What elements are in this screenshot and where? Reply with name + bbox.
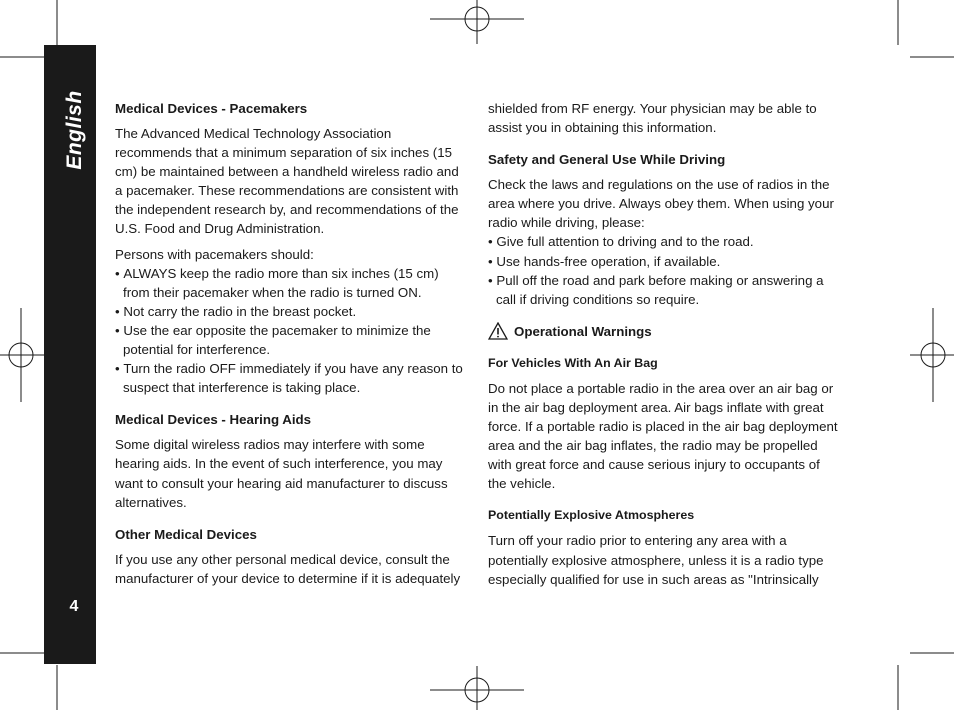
- list-item: • Pull off the road and park before making or answering a call if driving conditions so require.: [488, 271, 840, 309]
- left-column: [115, 99, 467, 588]
- explosive-text: Turn off your radio prior to entering any area with a potentially explosive atmosphere, unless it is a radio type especially qualified for use in such areas as "Intrinsically: [488, 533, 824, 587]
- list-item: • Turn the radio OFF immediately if you have any reason to suspect that interference is taking place.: [115, 359, 467, 397]
- driving-bullet-list: [488, 232, 840, 308]
- page-number: 4: [69, 598, 79, 615]
- list-item: • ALWAYS keep the radio more than six inches (15 cm) from their pacemaker when the radio is turned ON.: [115, 264, 467, 302]
- right-column: [488, 99, 840, 589]
- air-bag-heading: For Vehicles With An Air Bag: [488, 355, 658, 370]
- list-item: • Give full attention to driving and to the road.: [488, 232, 840, 251]
- continuation-text: shielded from RF energy. Your physician may be able to assist you in obtaining this information.: [488, 101, 817, 136]
- hearing-aids-heading: Medical Devices - Hearing Aids: [115, 412, 312, 428]
- hearing-aids-text: Some digital wireless radios may interfere with some hearing aids. In the event of such interference, you may want to consult your hearing aid manufacturer to discuss alternatives.: [115, 437, 448, 510]
- operational-warnings-heading: Operational Warnings: [514, 323, 652, 339]
- warning-triangle-icon: [488, 322, 508, 340]
- pacemakers-bullet-list: [115, 264, 467, 398]
- driving-text: Check the laws and regulations on the use of radios in the area where you drive. Always obey them. When using your radio while driving, please:: [488, 177, 834, 231]
- other-devices-heading: Other Medical Devices: [115, 526, 257, 542]
- pacemakers-should-intro: Persons with pacemakers should:: [115, 246, 314, 262]
- pacemakers-intro: The Advanced Medical Technology Association recommends that a minimum separation of six inches (15 cm) be maintained between a handheld wireless radio and a pacemaker. These recommendations are consistent with the independent research by, and recommendations of the U.S. Food and Drug Administration.: [115, 126, 459, 237]
- language-label: English: [63, 90, 86, 170]
- driving-heading: Safety and General Use While Driving: [488, 152, 726, 168]
- list-item: • Use the ear opposite the pacemaker to minimize the potential for interference.: [115, 321, 467, 359]
- explosive-heading: Potentially Explosive Atmospheres: [488, 508, 695, 523]
- list-item: • Not carry the radio in the breast pocket.: [115, 302, 467, 321]
- pacemakers-heading: Medical Devices - Pacemakers: [115, 101, 308, 116]
- air-bag-text: Do not place a portable radio in the area over an air bag or in the air bag deployment area. Air bags inflate with great force. If a portable radio is placed in the air bag deployment area and the air bag inflates, the radio may be propelled with great force and cause serious injury to occupants of the vehicle.: [488, 380, 838, 492]
- operational-warnings-header: [488, 322, 840, 341]
- list-item: • Use hands-free operation, if available.: [488, 252, 840, 271]
- other-devices-text: If you use any other personal medical device, consult the manufacturer of your device to determine if it is adequately: [115, 551, 461, 586]
